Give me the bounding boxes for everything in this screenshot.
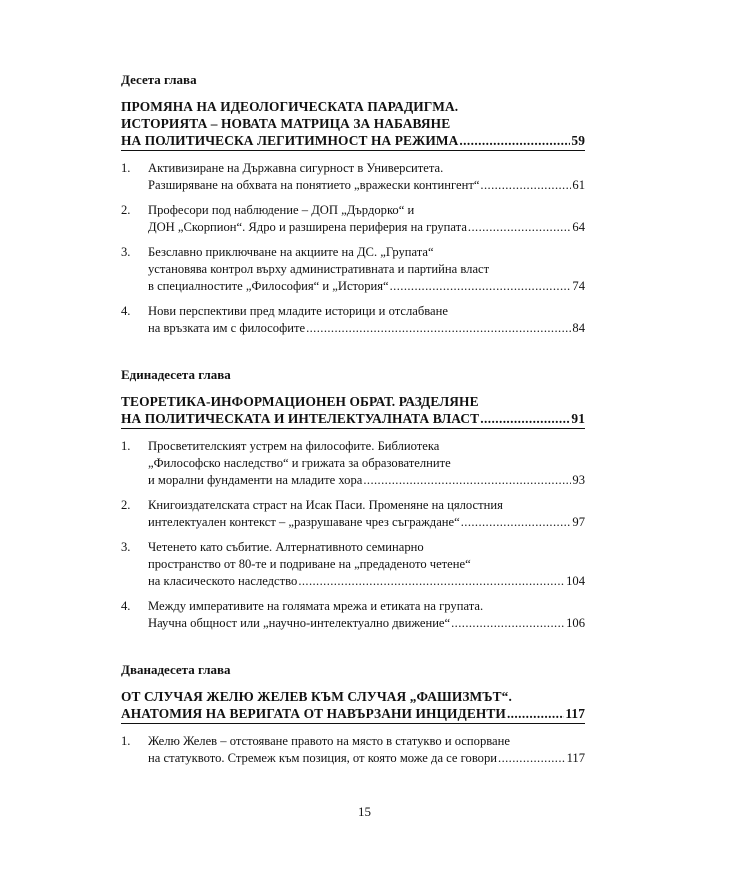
chapter-title-line: ИСТОРИЯТА – НОВАТА МАТРИЦА ЗА НАБАВЯНЕ (121, 116, 451, 131)
chapter-title (121, 393, 585, 429)
dot-leader (480, 410, 570, 427)
entry-body (148, 438, 585, 488)
chapter-12 (121, 662, 585, 766)
entry-text: в специалностите „Философия“ и „История“ (148, 278, 389, 293)
entry-text: на връзката им с философите (148, 320, 306, 335)
toc-entry (121, 202, 585, 235)
entry-body (148, 202, 585, 235)
entry-text: на класическото наследство (148, 573, 298, 588)
dot-leader (363, 472, 571, 489)
entry-body (148, 244, 585, 294)
entry-last-line (148, 177, 585, 194)
entry-last-line (148, 750, 585, 767)
entry-page-number: 117 (566, 750, 585, 765)
entry-line: Безславно приключване на акциите на ДС. „Групата“ (148, 245, 434, 260)
entry-number: 2. (121, 203, 131, 218)
toc-entry (121, 160, 585, 193)
toc-entry (121, 598, 585, 631)
entry-last-line (148, 615, 585, 632)
entry-number: 1. (121, 439, 131, 454)
entry-text: Разширяване на обхвата на понятието „вражески контингент“ (148, 177, 480, 192)
dot-leader (390, 278, 572, 295)
dot-leader (507, 705, 564, 722)
chapter-11 (121, 367, 585, 631)
toc-entry (121, 244, 585, 294)
toc-entry (121, 539, 585, 589)
entry-text: и морални фундаменти на младите хора (148, 472, 363, 487)
entry-line: Желю Желев – отстояване правото на място в статукво и оспорване (148, 734, 510, 749)
entry-line: Четенето като събитие. Алтернативното семинарно (148, 540, 424, 555)
chapter-page-number: 91 (571, 411, 585, 427)
chapter-title-text: НА ПОЛИТИЧЕСКА ЛЕГИТИМНОСТ НА РЕЖИМА (121, 133, 459, 148)
entry-number: 2. (121, 498, 131, 513)
entry-page-number: 84 (572, 320, 585, 335)
toc-entry (121, 438, 585, 488)
entry-last-line (148, 320, 585, 337)
entry-body (148, 160, 585, 193)
entry-page-number: 106 (566, 615, 585, 630)
dot-leader (468, 219, 571, 236)
chapter-title-line: ПРОМЯНА НА ИДЕОЛОГИЧЕСКАТА ПАРАДИГМА. (121, 99, 459, 114)
entry-number: 1. (121, 734, 131, 749)
chapter-title (121, 98, 585, 151)
entry-body (148, 497, 585, 530)
entry-last-line (148, 278, 585, 295)
page-number: 15 (358, 804, 371, 819)
entry-body (148, 303, 585, 336)
dot-leader (298, 573, 565, 590)
entry-page-number: 61 (572, 177, 585, 192)
entry-body (148, 598, 585, 631)
chapter-title-last-line (121, 132, 585, 149)
dot-leader (498, 750, 566, 767)
entry-line: пространство от 80-те и подриване на „предаденото четене“ (148, 556, 471, 571)
chapter-title-last-line (121, 705, 585, 722)
toc-entry (121, 303, 585, 336)
chapter-title (121, 688, 585, 724)
dot-leader (461, 514, 572, 531)
entry-body (148, 733, 585, 766)
entry-text: Научна общност или „научно-интелектуално движение“ (148, 615, 451, 630)
entry-text: на статуквото. Стремеж към позиция, от която може да се говори (148, 750, 498, 765)
chapter-title-last-line (121, 410, 585, 427)
entry-last-line (148, 514, 585, 531)
chapter-title-text: НА ПОЛИТИЧЕСКАТА И ИНТЕЛЕКТУАЛНАТА ВЛАСТ (121, 411, 480, 427)
entry-page-number: 97 (572, 514, 585, 529)
chapter-label: Единадесета глава (121, 367, 231, 383)
dot-leader (459, 132, 570, 149)
chapter-label: Десета глава (121, 72, 197, 87)
entry-text: интелектуален контекст – „разрушаване чрез съграждане“ (148, 514, 460, 529)
entry-line: установява контрол върху административната и партийна власт (148, 261, 490, 276)
entry-page-number: 74 (572, 278, 585, 293)
table-of-contents (121, 72, 585, 797)
entry-page-number: 93 (572, 472, 585, 487)
entry-line: Активизиране на Държавна сигурност в Университета. (148, 161, 444, 175)
entry-last-line (148, 219, 585, 236)
entry-last-line (148, 472, 585, 489)
entry-line: Нови перспективи пред младите историци и отслабване (148, 304, 448, 319)
entry-page-number: 64 (572, 219, 585, 234)
entry-number: 3. (121, 540, 131, 555)
chapter-title-line: ОТ СЛУЧАЯ ЖЕЛЮ ЖЕЛЕВ КЪМ СЛУЧАЯ „ФАШИЗМЪТ“. (121, 689, 512, 705)
entry-line: Между императивите на голямата мрежа и етиката на групата. (148, 599, 484, 614)
chapter-title-text: АНАТОМИЯ НА ВЕРИГАТА ОТ НАВЪРЗАНИ ИНЦИДЕНТИ (121, 706, 506, 722)
entry-line: Книгоиздателската страст на Исак Паси. Променяне на цялостния (148, 498, 503, 513)
entry-text: ДОН „Скорпион“. Ядро и разширена периферия на групата (148, 219, 467, 234)
dot-leader (480, 177, 571, 194)
dot-leader (451, 615, 565, 632)
toc-entry (121, 733, 585, 766)
entry-last-line (148, 573, 585, 590)
chapter-page-number: 59 (571, 133, 585, 148)
chapter-page-number: 117 (565, 706, 585, 722)
chapter-title-line: ТЕОРЕТИКА-ИНФОРМАЦИОНЕН ОБРАТ. РАЗДЕЛЯНЕ (121, 394, 479, 410)
entry-number: 1. (121, 161, 131, 175)
chapter-10 (121, 72, 585, 336)
entry-number: 4. (121, 599, 131, 614)
entry-number: 3. (121, 245, 131, 260)
entry-line: Просветителският устрем на философите. Библиотека (148, 439, 440, 454)
entry-page-number: 104 (566, 573, 585, 588)
chapter-label: Дванадесета глава (121, 662, 231, 678)
entry-line: „Философско наследство“ и грижата за образователните (148, 455, 451, 470)
entry-number: 4. (121, 304, 131, 319)
toc-entry (121, 497, 585, 530)
entry-body (148, 539, 585, 589)
entry-line: Професори под наблюдение – ДОП „Дърдорко“ и (148, 203, 415, 218)
dot-leader (306, 320, 571, 337)
